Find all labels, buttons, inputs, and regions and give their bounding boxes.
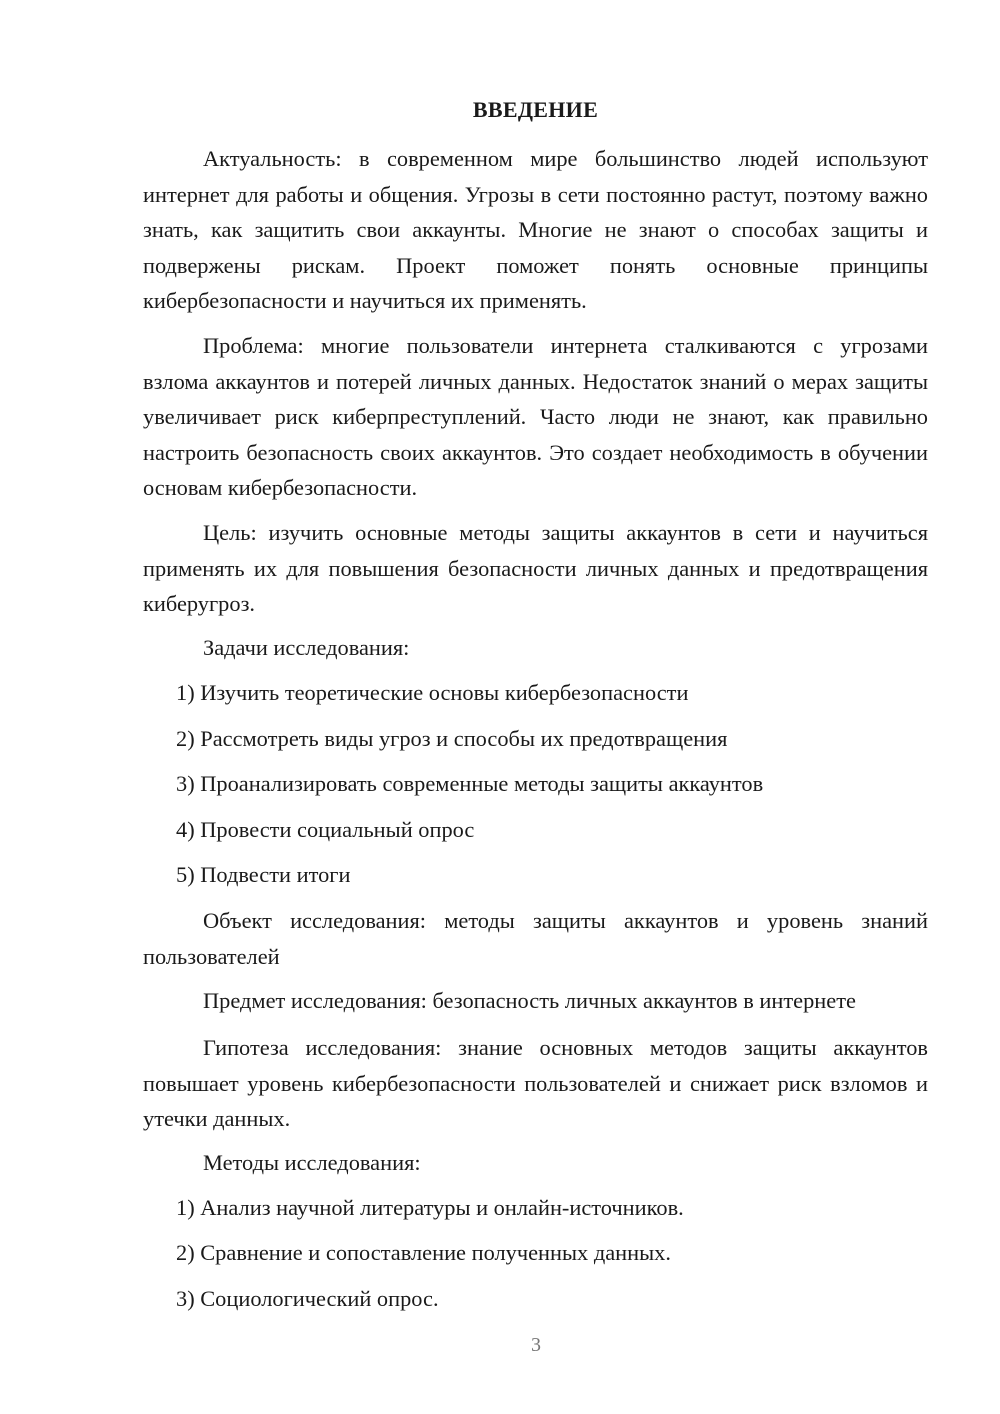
task-item-2: 2) Рассмотреть виды угроз и способы их предотвращения bbox=[176, 726, 728, 751]
tasks-label: Задачи исследования: bbox=[203, 635, 410, 660]
relevance-text: Актуальность: в современном мире большинство людей используют интернет для работы и общения. Угрозы в сети постоянно растут, поэтому важно знать, как защитить свои аккаунты. Многие не знают о способах защиты и подвержены рискам. Проект поможет понять основные принципы кибербезопасности и научиться их применять. bbox=[143, 146, 928, 313]
section-heading: ВВЕДЕНИЕ bbox=[472, 97, 599, 122]
subject-line: Предмет исследования: безопасность личных аккаунтов в интернете bbox=[203, 988, 856, 1013]
object-paragraph bbox=[143, 903, 928, 974]
task-item-5: 5) Подвести итоги bbox=[176, 862, 351, 887]
goal-text: Цель: изучить основные методы защиты аккаунтов в сети и научиться применять их для повышения безопасности личных данных и предотвращения киберугроз. bbox=[143, 520, 928, 616]
page-number: 3 bbox=[531, 1334, 541, 1356]
hypothesis-text: Гипотеза исследования: знание основных методов защиты аккаунтов повышает уровень кибербезопасности пользователей и снижает риск взломов и утечки данных. bbox=[143, 1035, 928, 1131]
method-item-2: 2) Сравнение и сопоставление полученных данных. bbox=[176, 1240, 671, 1265]
method-item-3: 3) Социологический опрос. bbox=[176, 1286, 439, 1311]
task-item-4: 4) Провести социальный опрос bbox=[176, 817, 475, 842]
problem-paragraph bbox=[143, 328, 928, 506]
goal-paragraph bbox=[143, 515, 928, 622]
object-text: Объект исследования: методы защиты аккаунтов и уровень знаний пользователей bbox=[143, 908, 928, 969]
task-item-3: 3) Проанализировать современные методы защиты аккаунтов bbox=[176, 771, 764, 796]
method-item-1: 1) Анализ научной литературы и онлайн-источников. bbox=[176, 1195, 684, 1220]
task-item-1: 1) Изучить теоретические основы кибербезопасности bbox=[176, 680, 689, 705]
relevance-paragraph bbox=[143, 141, 928, 319]
problem-text: Проблема: многие пользователи интернета сталкиваются с угрозами взлома аккаунтов и потерей личных данных. Недостаток знаний о мерах защиты увеличивает риск киберпреступлений. Часто люди не знают, как правильно настроить безопасность своих аккаунтов. Это создает необходимость в обучении основам кибербезопасности. bbox=[143, 333, 928, 500]
methods-label: Методы исследования: bbox=[203, 1150, 421, 1175]
hypothesis-paragraph bbox=[143, 1030, 928, 1137]
